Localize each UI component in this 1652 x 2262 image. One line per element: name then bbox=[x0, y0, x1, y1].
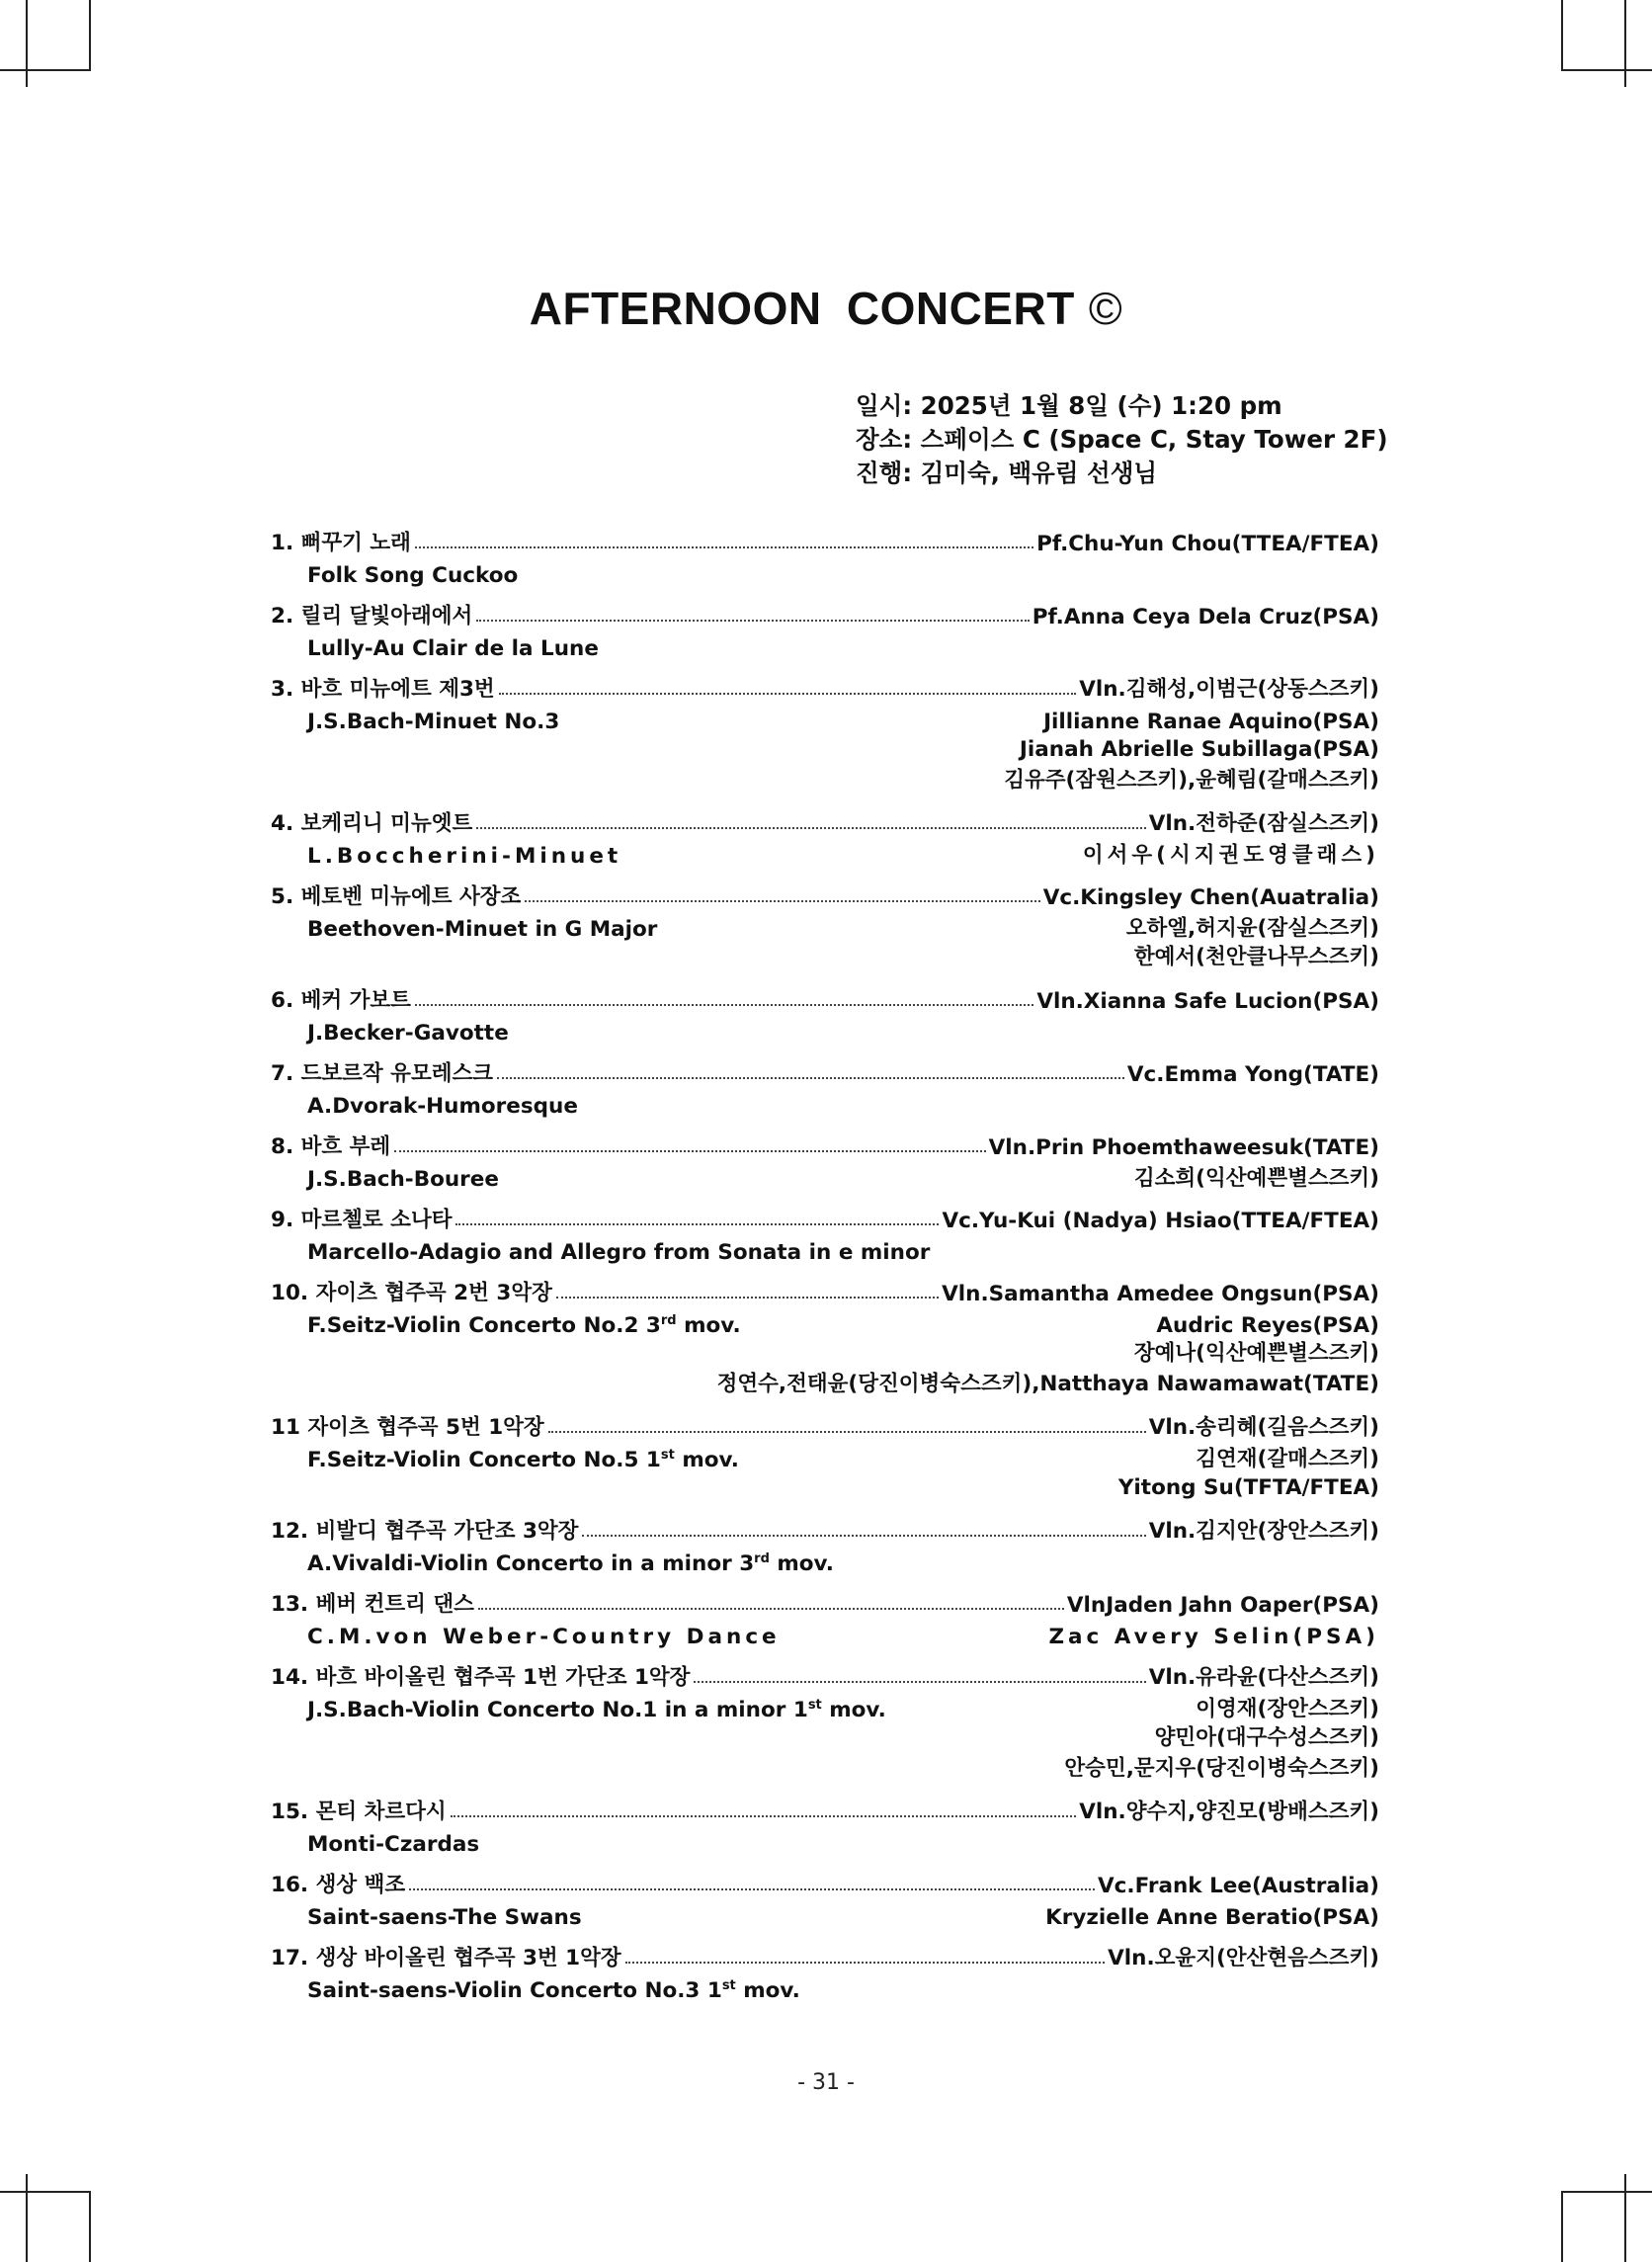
program-performer: Pf.Anna Ceya Dela Cruz(PSA) bbox=[1032, 605, 1379, 629]
program-title-row bbox=[271, 1054, 1379, 1087]
dot-leader bbox=[556, 1297, 939, 1299]
copyright-mark: © bbox=[1088, 283, 1123, 334]
program-performer: Vln.오윤지(안산현음스즈키) bbox=[1108, 1946, 1379, 1970]
program-performer: Vln.송리혜(길음스즈키) bbox=[1148, 1415, 1379, 1440]
ordinal-suffix: rd bbox=[660, 1312, 677, 1328]
dot-leader bbox=[582, 1535, 1145, 1537]
program-title-en: J.S.Bach-Minuet No.3 bbox=[307, 710, 560, 734]
program-item bbox=[271, 1658, 1379, 1784]
program-subtitle-row bbox=[271, 1618, 1379, 1649]
program-title-en: Marcello-Adagio and Allegro from Sonata in e minor bbox=[307, 1240, 931, 1265]
dot-leader bbox=[455, 1223, 939, 1225]
program-performer: Vln.Samantha Amedee Ongsun(PSA) bbox=[942, 1282, 1379, 1306]
program-performer: 김연재(갈매스즈키) bbox=[1196, 1447, 1379, 1471]
program-item bbox=[271, 1939, 1379, 2003]
program-item bbox=[271, 878, 1379, 972]
program-title-en: A.Vivaldi-Violin Concerto in a minor 3rd mov. bbox=[307, 1550, 834, 1576]
program-subtitle-row bbox=[271, 1233, 1379, 1265]
program-subtitle-row bbox=[271, 1825, 1379, 1857]
dot-leader bbox=[394, 1150, 985, 1152]
program-title-en: Folk Song Cuckoo bbox=[307, 563, 519, 588]
program-subtitle-row bbox=[271, 1545, 1379, 1576]
program-performer: Zac Avery Selin(PSA) bbox=[1048, 1625, 1379, 1649]
program-title-en: L.Boccherini-Minuet bbox=[307, 844, 622, 869]
program-performer: Vln.양수지,양진모(방배스즈키) bbox=[1079, 1800, 1379, 1824]
program-subtitle-row bbox=[271, 1160, 1379, 1192]
program-title-ko: 4. 보케리니 미뉴엣트 bbox=[271, 811, 473, 836]
program-title-row bbox=[271, 1408, 1379, 1441]
dot-leader bbox=[415, 546, 1033, 548]
program-performer: Jillianne Ranae Aquino(PSA) bbox=[1043, 710, 1379, 734]
program-title-en: J.S.Bach-Violin Concerto No.1 in a minor 1st mov. bbox=[307, 1697, 886, 1722]
dot-leader bbox=[499, 693, 1077, 695]
program-subtitle-row bbox=[271, 1306, 1379, 1338]
program-subtitle-row bbox=[271, 703, 1379, 734]
program-title-row bbox=[271, 1939, 1379, 1971]
program-subtitle-row bbox=[271, 629, 1379, 661]
page-title bbox=[0, 282, 1652, 335]
title-text: AFTERNOON CONCERT bbox=[529, 283, 1075, 334]
program-performer: Vc.Kingsley Chen(Auatralia) bbox=[1042, 885, 1379, 910]
program-title-ko: 7. 드보르작 유모레스크 bbox=[271, 1061, 494, 1086]
program-performer: 안승민,문지우(당진이병숙스즈키) bbox=[1064, 1756, 1379, 1781]
program-title-en: A.Dvorak-Humoresque bbox=[307, 1094, 578, 1119]
program-item bbox=[271, 1793, 1379, 1857]
dot-leader bbox=[476, 620, 1029, 622]
program-title-en: J.S.Bach-Bouree bbox=[307, 1167, 499, 1192]
program-item bbox=[271, 524, 1379, 588]
program-title-en: F.Seitz-Violin Concerto No.2 3rd mov. bbox=[307, 1312, 741, 1338]
program-performer: Vln.Xianna Safe Lucion(PSA) bbox=[1036, 989, 1379, 1014]
program-subtitle-row bbox=[271, 1691, 1379, 1722]
program-title-ko: 2. 릴리 달빛아래에서 bbox=[271, 604, 473, 628]
info-host: 진행: 김미숙, 백유림 선생님 bbox=[856, 459, 1158, 487]
program-performer: Vln.김지안(장안스즈키) bbox=[1148, 1519, 1379, 1544]
program-title-ko: 3. 바흐 미뉴에트 제3번 bbox=[271, 677, 495, 702]
ordinal-suffix: st bbox=[660, 1447, 675, 1463]
program-performer: 한예서(천안클나무스즈키) bbox=[1133, 945, 1379, 969]
dot-leader bbox=[525, 900, 1039, 902]
program-title-en: J.Becker-Gavotte bbox=[307, 1021, 509, 1046]
program-title-row bbox=[271, 981, 1379, 1014]
program-performer: 양민아(대구수성스즈키) bbox=[1154, 1725, 1379, 1750]
program-performer: 장예나(익산예쁜별스즈키) bbox=[1133, 1341, 1379, 1366]
dot-leader bbox=[415, 1004, 1033, 1006]
program-title-row bbox=[271, 1128, 1379, 1160]
program-title-en: Monti-Czardas bbox=[307, 1832, 480, 1857]
program-item bbox=[271, 1274, 1379, 1399]
dot-leader bbox=[451, 1815, 1077, 1817]
dot-leader bbox=[694, 1681, 1145, 1683]
program-title-row bbox=[271, 878, 1379, 910]
program-performer: 정연수,전태윤(당진이병숙스즈키),Natthaya Nawamawat(TATE) bbox=[716, 1372, 1379, 1396]
info-venue: 장소: 스페이스 C (Space C, Stay Tower 2F) bbox=[856, 425, 1388, 454]
program-title-row bbox=[271, 804, 1379, 837]
program-performer: Vln.전하준(잠실스즈키) bbox=[1148, 811, 1379, 836]
program-item bbox=[271, 1408, 1379, 1503]
program-title-row bbox=[271, 1658, 1379, 1691]
program-performer: Vln.Prin Phoemthaweesuk(TATE) bbox=[988, 1135, 1379, 1160]
program-subtitle-row bbox=[271, 556, 1379, 588]
info-date: 일시: 2025년 1월 8일 (수) 1:20 pm bbox=[856, 391, 1282, 420]
program-performer: 이영재(장안스즈키) bbox=[1196, 1697, 1379, 1721]
program-title-ko: 8. 바흐 부레 bbox=[271, 1134, 391, 1159]
program-list bbox=[271, 524, 1379, 2012]
program-title-ko: 10. 자이츠 협주곡 2번 3악장 bbox=[271, 1281, 552, 1305]
program-title-ko: 6. 베커 가보트 bbox=[271, 988, 411, 1013]
program-performer: Vln.김해성,이범근(상동스즈키) bbox=[1079, 677, 1379, 702]
dot-leader bbox=[625, 1962, 1106, 1964]
program-performer: Audric Reyes(PSA) bbox=[1156, 1313, 1379, 1338]
program-title-ko: 13. 베버 컨트리 댄스 bbox=[271, 1592, 474, 1617]
program-performer: 김유주(잠원스즈키),윤혜림(갈매스즈키) bbox=[1004, 768, 1379, 793]
program-title-ko: 11 자이츠 협주곡 5번 1악장 bbox=[271, 1415, 544, 1440]
program-subtitle-row bbox=[271, 1898, 1379, 1930]
program-performer: VlnJaden Jahn Oaper(PSA) bbox=[1066, 1593, 1379, 1618]
program-performer: Vc.Frank Lee(Australia) bbox=[1098, 1874, 1379, 1898]
program-title-row bbox=[271, 1201, 1379, 1233]
page-number: - 31 - bbox=[797, 2070, 855, 2095]
program-subtitle-row bbox=[271, 837, 1379, 869]
program-title-ko: 5. 베토벤 미뉴에트 사장조 bbox=[271, 884, 522, 909]
program-title-ko: 15. 몬티 차르다시 bbox=[271, 1800, 447, 1824]
program-performer: Vc.Yu-Kui (Nadya) Hsiao(TTEA/FTEA) bbox=[942, 1209, 1379, 1233]
program-item bbox=[271, 670, 1379, 796]
program-title-en: F.Seitz-Violin Concerto No.5 1st mov. bbox=[307, 1447, 739, 1472]
program-item bbox=[271, 1512, 1379, 1576]
dot-leader bbox=[497, 1077, 1124, 1079]
program-subtitle-row bbox=[271, 910, 1379, 942]
program-item bbox=[271, 597, 1379, 661]
program-title-en: Saint-saens-Violin Concerto No.3 1st mov. bbox=[307, 1977, 800, 2003]
program-title-ko: 14. 바흐 바이올린 협주곡 1번 가단조 1악장 bbox=[271, 1665, 691, 1690]
program-subtitle-row bbox=[271, 1014, 1379, 1046]
dot-leader bbox=[476, 827, 1145, 829]
program-title-en: Beethoven-Minuet in G Major bbox=[307, 917, 658, 942]
dot-leader bbox=[548, 1431, 1146, 1433]
program-title-ko: 17. 생상 바이올린 협주곡 3번 1악장 bbox=[271, 1946, 621, 1970]
program-performer: Jianah Abrielle Subillaga(PSA) bbox=[1019, 737, 1379, 762]
program-title-row bbox=[271, 524, 1379, 556]
concert-info bbox=[856, 389, 1388, 490]
program-title-row bbox=[271, 597, 1379, 629]
program-performer: Vln.유라윤(다산스즈키) bbox=[1148, 1665, 1379, 1690]
program-title-ko: 12. 비발디 협주곡 가단조 3악장 bbox=[271, 1519, 579, 1544]
program-item bbox=[271, 1866, 1379, 1930]
program-item bbox=[271, 1128, 1379, 1192]
program-title-row bbox=[271, 1274, 1379, 1306]
program-title-row bbox=[271, 670, 1379, 703]
program-title-row bbox=[271, 1512, 1379, 1545]
program-title-en: Lully-Au Clair de la Lune bbox=[307, 636, 599, 661]
program-title-row bbox=[271, 1585, 1379, 1618]
program-performer: Kryzielle Anne Beratio(PSA) bbox=[1045, 1905, 1379, 1930]
dot-leader bbox=[409, 1888, 1095, 1890]
ordinal-suffix: st bbox=[807, 1697, 822, 1713]
program-item bbox=[271, 1585, 1379, 1649]
program-performer: 이서우(시지권도영클래스) bbox=[1082, 843, 1379, 868]
program-item bbox=[271, 1054, 1379, 1119]
program-title-ko: 16. 생상 백조 bbox=[271, 1873, 406, 1897]
program-title-row bbox=[271, 1793, 1379, 1825]
program-item bbox=[271, 804, 1379, 869]
program-item bbox=[271, 981, 1379, 1046]
ordinal-suffix: rd bbox=[754, 1550, 770, 1566]
program-title-ko: 9. 마르첼로 소나타 bbox=[271, 1208, 453, 1232]
program-title-en: C.M.von Weber-Country Dance bbox=[307, 1625, 781, 1649]
program-performer: Yitong Su(TFTA/FTEA) bbox=[1117, 1475, 1379, 1500]
program-subtitle-row bbox=[271, 1087, 1379, 1119]
program-performer: Vc.Emma Yong(TATE) bbox=[1126, 1062, 1379, 1087]
program-title-ko: 1. 뻐꾸기 노래 bbox=[271, 531, 411, 555]
program-performer: Pf.Chu-Yun Chou(TTEA/FTEA) bbox=[1036, 532, 1379, 556]
program-subtitle-row bbox=[271, 1971, 1379, 2003]
program-title-en: Saint-saens-The Swans bbox=[307, 1905, 582, 1930]
program-subtitle-row bbox=[271, 1441, 1379, 1472]
program-item bbox=[271, 1201, 1379, 1265]
program-performer: 오하엘,허지윤(잠실스즈키) bbox=[1125, 916, 1379, 941]
program-performer: 김소희(익산예쁜별스즈키) bbox=[1133, 1166, 1379, 1191]
ordinal-suffix: st bbox=[721, 1977, 736, 1993]
program-title-row bbox=[271, 1866, 1379, 1898]
dot-leader bbox=[478, 1608, 1064, 1610]
